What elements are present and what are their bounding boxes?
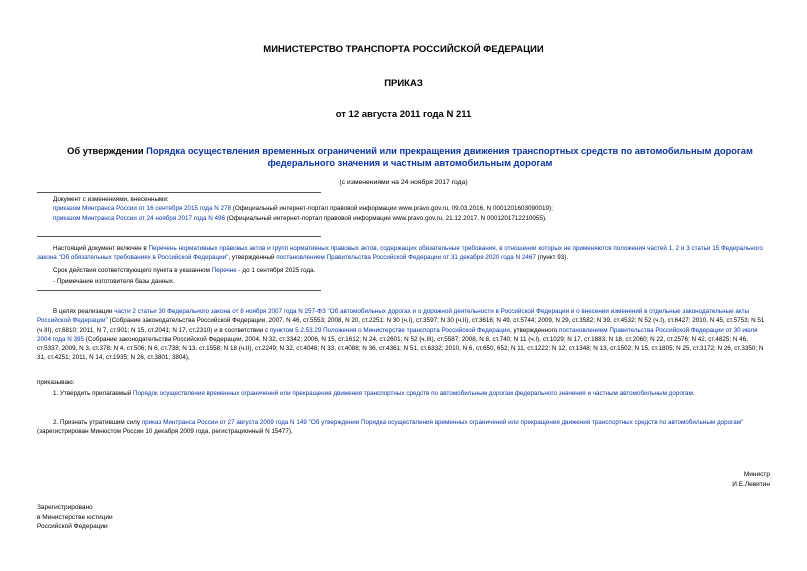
notice-text: , утвержденный bbox=[228, 254, 277, 262]
change-link[interactable]: приказом Минтранса России от 16 сентября 2015 года N 278 bbox=[53, 205, 232, 213]
document-title bbox=[60, 145, 760, 169]
change-link[interactable]: приказом Минтранса России от 24 ноября 2017 года N 496 bbox=[53, 214, 226, 222]
document-kind: ПРИКАЗ bbox=[384, 78, 423, 89]
change-text: (Официальный интернет-портал правовой информации www.pravo.gov.ru, 09.03.2016, N 0001201603090019); bbox=[231, 205, 553, 213]
changes-heading: Документ с изменениями, внесенными: bbox=[53, 196, 169, 203]
change-item bbox=[37, 204, 769, 213]
preamble-link-clause[interactable]: пунктом 5.2.53.29 Положения о Министерстве транспорта Российской Федерации bbox=[269, 326, 510, 334]
preamble-link-law[interactable]: части 2 статьи 30 Федерального закона от 8 ноября 2007 года N 257-ФЗ "Об автомобильных дорогах и о дорожной деятельности в Российской Федерации и о внесении изменений в отдельные законодательные акты Российской Федерации" bbox=[37, 308, 750, 325]
notice-text: - до 1 сентября 2025 года. bbox=[236, 266, 316, 274]
ministry-name: МИНИСТЕРСТВО ТРАНСПОРТА РОССИЙСКОЙ ФЕДЕРАЦИИ bbox=[263, 44, 544, 55]
preamble-text: (Собрание законодательства Российской Федерации, 2007, N 46, ст.5553; 2008, N 20, ст.2251; N 30 (ч.I), ст.3597; N 30 (ч.II), ст.3616; N 49, ст.5744; 2009, N 29, ст.3582; N 39, ст.4532; N 52 (ч.I), ст.6427; 2010, N 45, ст.5753; N 51 (ч.III), ст.6810; 2011, N 7, ст.901; N 15, ст.2041; N 17, ст.2310) и в соответствии с bbox=[37, 317, 765, 334]
notice-link-resolution[interactable]: постановлением Правительства Российской Федерации от 31 декабря 2020 года N 2467 bbox=[276, 254, 536, 262]
order-word: приказываю: bbox=[37, 379, 75, 386]
item-text: (зарегистрирован Минюстом России 10 декабря 2009 года, регистрационный N 15477). bbox=[37, 428, 293, 436]
order-item-1 bbox=[37, 389, 769, 398]
title-link[interactable]: Порядка осуществления временных ограничений или прекращения движения транспортных средств по автомобильным дорогам федерального значения и частным автомобильным дорогам bbox=[146, 146, 753, 168]
item-text: 1. Утвердить прилагаемый bbox=[53, 390, 134, 397]
divider bbox=[37, 236, 321, 237]
notice-block bbox=[37, 244, 769, 286]
registration-line: Зарегистрировано bbox=[37, 504, 93, 511]
notice-link-list[interactable]: Перечень нормативных правовых актов и групп нормативных правовых актов, содержащих обязательные требования, в отношении которых не применяются положения частей 1, 2 и 3 статьи 15 Федерального закона "Об обязательных требованиях в Российской Федерации" bbox=[37, 245, 763, 262]
title-prefix: Об утверждении bbox=[67, 146, 147, 156]
changes-block bbox=[37, 195, 769, 223]
notice-text: (пункт 93). bbox=[535, 254, 569, 262]
preamble-text: , утвержденного bbox=[509, 326, 560, 334]
item-text: . bbox=[692, 390, 695, 397]
item2-link[interactable]: приказ Минтранса России от 27 августа 2009 года N 149 "Об утверждении Порядка осуществления временных ограничений или прекращения движения транспортных средств по автомобильным дорогам" bbox=[141, 419, 744, 426]
divider bbox=[37, 290, 321, 291]
document-date-number: от 12 августа 2011 года N 211 bbox=[335, 109, 472, 120]
edition-note: (с изменениями на 24 ноября 2017 года) bbox=[339, 179, 468, 186]
item-text: 2. Признать утратившим силу bbox=[53, 419, 142, 426]
preamble-text: В целях реализации bbox=[53, 308, 115, 315]
preamble-link-resolution[interactable]: постановлением Правительства Российской Федерации от 30 июля 2004 года N 395 bbox=[37, 326, 758, 343]
signature-name: И.Е.Левитин bbox=[732, 480, 770, 488]
signature-position: Министр bbox=[743, 471, 770, 478]
preamble-paragraph bbox=[37, 307, 769, 363]
notice-term bbox=[37, 266, 769, 275]
notice-link-perechen[interactable]: Перечне bbox=[211, 266, 237, 274]
signature bbox=[732, 470, 770, 489]
notice-text: Срок действия соответствующего пункта в указанном bbox=[53, 266, 212, 274]
change-text: (Официальный интернет-портал правовой информации www.pravo.gov.ru, 21.12.2017, N 0001201712210055). bbox=[225, 214, 547, 222]
notice-db-note: - Примечание изготовителя базы данных. bbox=[53, 277, 175, 285]
preamble-text: (Собрание законодательства Российской Федерации, 2004, N 32, ст.3342; 2006, N 15, ст.1612; N 24, ст.2601; N 52 (ч.III), ст.5587; 2008, N 8, ст.740; N 11 (ч.I), ст.1029; N 17, ст.1883; N 18, ст.2060; N 22, ст.2576; N 42, ст.4825; N 46, ст.5337; 2009, N 3, ст.378; N 4, ст.506; N 6, ст.738; N 13, ст.1558; N 18 (ч.II), ст.2249; N 32, ст.4046; N 33, ст.4088; N 36, ст.4361; N 51, ст.6332; 2010, N 6, ст.650, 652; N 11, ст.1222; N 12, ст.1348; N 13, ст.1502; N 15, ст.1805; N 25, ст.3172; N 26, ст.3350; N 31, ст.4251; 2011, N 14, ст.1935; N 26, ст.3801, 3804), bbox=[37, 335, 764, 362]
notice-text: Настоящий документ включен в bbox=[53, 245, 149, 252]
divider bbox=[37, 192, 321, 193]
preamble bbox=[37, 307, 769, 363]
registration-line: Российской Федерации bbox=[37, 523, 108, 530]
order-item-2 bbox=[37, 418, 769, 437]
registration-line: в Министерстве юстиции bbox=[37, 513, 113, 521]
registration-note bbox=[37, 503, 113, 532]
item1-link[interactable]: Порядок осуществления временных ограничений или прекращения движения транспортных средств по автомобильным дорогам федерального значения и частным автомобильным дорогам bbox=[133, 390, 693, 397]
change-item bbox=[37, 214, 769, 223]
notice-paragraph bbox=[37, 244, 769, 263]
